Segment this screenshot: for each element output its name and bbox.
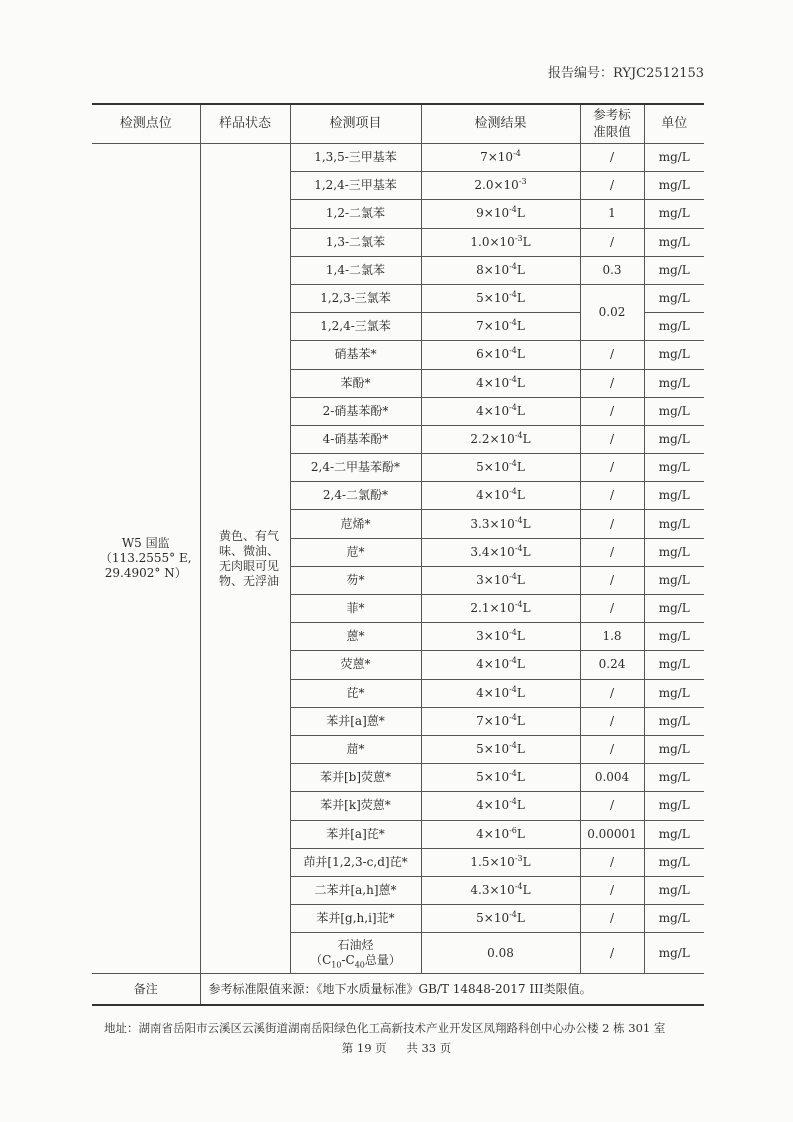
note-text: 参考标准限值来源：《地下水质量标准》GB/T 14848-2017 III类限值。	[200, 974, 704, 1006]
reference-limit: /	[580, 369, 644, 397]
col-header-unit: 单位	[644, 104, 704, 144]
test-item: 4-硝基苯酚*	[290, 425, 421, 453]
test-result: $9\times 10^{-4}L$	[421, 200, 580, 228]
test-item: 苊*	[290, 538, 421, 566]
reference-limit: 0.00001	[580, 820, 644, 848]
test-item: 二苯并[a,h]蒽*	[290, 876, 421, 904]
reference-limit: /	[580, 538, 644, 566]
test-result: $7\times 10^{-4}L$	[421, 707, 580, 735]
test-item: 2,4-二甲基苯酚*	[290, 454, 421, 482]
test-result: $2.2\times 10^{-4}L$	[421, 425, 580, 453]
unit: mg/L	[644, 566, 704, 594]
test-result: $2.0\times 10^{-3}$	[421, 172, 580, 200]
test-item: 1,3-二氯苯	[290, 228, 421, 256]
reference-limit: /	[580, 735, 644, 763]
unit: mg/L	[644, 792, 704, 820]
unit: mg/L	[644, 848, 704, 876]
test-result: $7\times 10^{-4}L$	[421, 313, 580, 341]
reference-limit: 0.24	[580, 651, 644, 679]
test-item: 芘*	[290, 679, 421, 707]
col-header-state: 样品状态	[200, 104, 290, 144]
unit: mg/L	[644, 510, 704, 538]
unit: mg/L	[644, 735, 704, 763]
test-result: $3\times 10^{-4}L$	[421, 566, 580, 594]
page-indicator	[0, 1040, 793, 1056]
unit: mg/L	[644, 425, 704, 453]
unit: mg/L	[644, 482, 704, 510]
unit: mg/L	[644, 228, 704, 256]
test-result: $3\times 10^{-4}L$	[421, 623, 580, 651]
sampling-point-coord: （113.2555° E,	[99, 551, 192, 566]
reference-limit: /	[580, 510, 644, 538]
test-item: 芴*	[290, 566, 421, 594]
test-item: 硝基苯*	[290, 341, 421, 369]
reference-limit: /	[580, 707, 644, 735]
sampling-point-name: W5 国监	[121, 536, 170, 551]
reference-limit: /	[580, 425, 644, 453]
unit: mg/L	[644, 651, 704, 679]
test-result: $4.3\times 10^{-4}L$	[421, 876, 580, 904]
test-result: $7\times 10^{-4}$	[421, 144, 580, 172]
test-item: 苯并[g,h,i]苝*	[290, 905, 421, 933]
test-item: 苯并[a]芘*	[290, 820, 421, 848]
test-item: 苯并[k]荧蒽*	[290, 792, 421, 820]
test-item: 1,3,5-三甲基苯	[290, 144, 421, 172]
test-result: $2.1\times 10^{-4}L$	[421, 595, 580, 623]
reference-limit: 1.8	[580, 623, 644, 651]
reference-limit: /	[580, 566, 644, 594]
col-header-point: 检测点位	[92, 104, 200, 144]
reference-limit: 0.004	[580, 764, 644, 792]
reference-limit: /	[580, 482, 644, 510]
test-results-table	[92, 103, 704, 1006]
test-item: 菲*	[290, 595, 421, 623]
test-item: 苯并[b]荧蒽*	[290, 764, 421, 792]
reference-limit: /	[580, 905, 644, 933]
sampling-point-coord: 29.4902° N）	[104, 566, 187, 581]
test-item: 苯酚*	[290, 369, 421, 397]
sampling-point-cell	[92, 144, 200, 974]
unit: mg/L	[644, 623, 704, 651]
reference-limit: /	[580, 679, 644, 707]
unit: mg/L	[644, 284, 704, 312]
unit: mg/L	[644, 905, 704, 933]
note-label: 备注	[92, 974, 200, 1006]
test-result: $8\times 10^{-4}L$	[421, 256, 580, 284]
test-item: 苯并[a]蒽*	[290, 707, 421, 735]
test-result: $4\times 10^{-6}L$	[421, 820, 580, 848]
table-row	[92, 144, 704, 172]
table-header-row	[92, 104, 704, 144]
unit: mg/L	[644, 595, 704, 623]
unit: mg/L	[644, 538, 704, 566]
reference-limit: /	[580, 454, 644, 482]
test-result: $5\times 10^{-4}L$	[421, 764, 580, 792]
reference-limit: 0.3	[580, 256, 644, 284]
unit: mg/L	[644, 341, 704, 369]
test-item: 1,2,4-三氯苯	[290, 313, 421, 341]
test-item: 荧蒽*	[290, 651, 421, 679]
unit: mg/L	[644, 172, 704, 200]
test-result: 0.08	[421, 933, 580, 974]
unit: mg/L	[644, 256, 704, 284]
test-result: $5\times 10^{-4}L$	[421, 905, 580, 933]
reference-limit: /	[580, 848, 644, 876]
unit: mg/L	[644, 144, 704, 172]
reference-limit: /	[580, 144, 644, 172]
test-item: 2,4-二氯酚*	[290, 482, 421, 510]
test-result: $5\times 10^{-4}L$	[421, 735, 580, 763]
col-header-result: 检测结果	[421, 104, 580, 144]
reference-limit: /	[580, 595, 644, 623]
test-result: $1.0\times 10^{-3}L$	[421, 228, 580, 256]
test-item: 蒽*	[290, 623, 421, 651]
reference-limit: /	[580, 933, 644, 974]
reference-limit: /	[580, 172, 644, 200]
unit: mg/L	[644, 397, 704, 425]
test-item: 䓛*	[290, 735, 421, 763]
test-item: 1,2,4-三甲基苯	[290, 172, 421, 200]
test-result: $1.5\times 10^{-3}L$	[421, 848, 580, 876]
reference-limit: 0.02	[580, 284, 644, 340]
note-row	[92, 974, 704, 1006]
test-item: 1,4-二氯苯	[290, 256, 421, 284]
reference-limit: 1	[580, 200, 644, 228]
sample-state-cell: 黄色、有气 味、微油、 无肉眼可见 物、无浮油	[200, 144, 290, 974]
table-body	[92, 144, 704, 1006]
test-result: $3.4\times 10^{-4}L$	[421, 538, 580, 566]
test-item: 石油烃 （$C_{10}-C_{40}$总量）	[290, 933, 421, 974]
test-item: 1,2-二氯苯	[290, 200, 421, 228]
unit: mg/L	[644, 313, 704, 341]
reference-limit: /	[580, 792, 644, 820]
reference-limit: /	[580, 876, 644, 904]
footer-address: 地址：湖南省岳阳市云溪区云溪街道湖南岳阳绿色化工高新技术产业开发区凤翔路科创中心办公楼 2 栋 301 室	[104, 1021, 666, 1035]
unit: mg/L	[644, 369, 704, 397]
test-result: $5\times 10^{-4}L$	[421, 284, 580, 312]
test-result: $4\times 10^{-4}L$	[421, 651, 580, 679]
reference-limit: /	[580, 397, 644, 425]
test-item: 茚并[1,2,3-c,d]芘*	[290, 848, 421, 876]
test-result: $3.3\times 10^{-4}L$	[421, 510, 580, 538]
unit: mg/L	[644, 820, 704, 848]
test-item: 1,2,3-三氯苯	[290, 284, 421, 312]
col-header-item: 检测项目	[290, 104, 421, 144]
col-header-limit: 参考标 准限值	[580, 104, 644, 144]
unit: mg/L	[644, 707, 704, 735]
test-result: $4\times 10^{-4}L$	[421, 792, 580, 820]
unit: mg/L	[644, 200, 704, 228]
reference-limit: /	[580, 228, 644, 256]
unit: mg/L	[644, 933, 704, 974]
test-item: 2-硝基苯酚*	[290, 397, 421, 425]
reference-limit: /	[580, 341, 644, 369]
test-result: $4\times 10^{-4}L$	[421, 482, 580, 510]
unit: mg/L	[644, 876, 704, 904]
report-number: 报告编号：RYJC2512153	[548, 66, 705, 81]
test-item: 苊烯*	[290, 510, 421, 538]
unit: mg/L	[644, 454, 704, 482]
unit: mg/L	[644, 679, 704, 707]
test-result: $4\times 10^{-4}L$	[421, 679, 580, 707]
test-result: $4\times 10^{-4}L$	[421, 397, 580, 425]
unit: mg/L	[644, 764, 704, 792]
test-result: $4\times 10^{-4}L$	[421, 369, 580, 397]
test-result: $6\times 10^{-4}L$	[421, 341, 580, 369]
test-result: $5\times 10^{-4}L$	[421, 454, 580, 482]
page-total: 共 33 页	[406, 1041, 452, 1055]
page-current: 第 19 页	[341, 1041, 387, 1055]
